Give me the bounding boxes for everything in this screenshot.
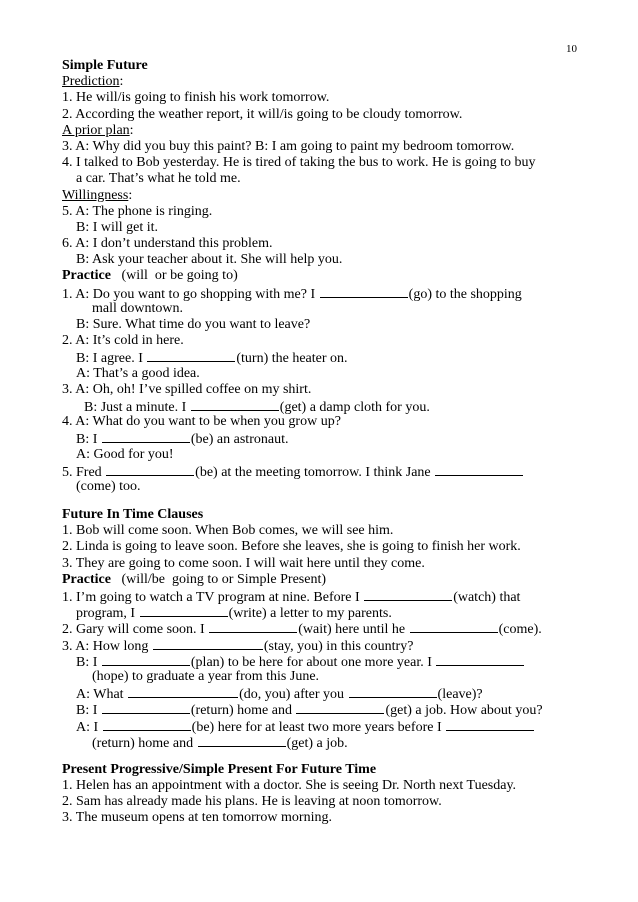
exercise-text: B: I <box>76 703 101 719</box>
example-line: 5. A: The phone is ringing. <box>62 203 213 219</box>
label-line-plan <box>62 123 622 139</box>
example-line-continued: a car. That’s what he told me. <box>76 171 241 187</box>
exercise-line <box>62 463 622 479</box>
exercise-line <box>62 430 622 446</box>
exercise-text: 3. A: How long <box>62 638 152 654</box>
exercise-line-continued <box>62 734 622 750</box>
exercise-text: B: I <box>76 654 101 670</box>
answer-blank[interactable] <box>296 701 384 714</box>
exercise-text: (leave)? <box>437 687 483 703</box>
exercise-line-continued: mall downtown. <box>92 300 183 316</box>
exercise-text: (get) a job. <box>286 735 348 751</box>
exercise-line <box>62 604 622 620</box>
exercise-line: A: That’s a good idea. <box>76 365 200 381</box>
practice-instruction: (will or be going to) <box>110 268 238 284</box>
colon: : <box>119 74 124 90</box>
exercise-text: (return) home and <box>190 703 296 719</box>
answer-blank[interactable] <box>209 620 297 633</box>
exercise-text: 1. I’m going to watch a TV program at nine. Before I <box>62 590 364 605</box>
exercise-line <box>62 349 622 365</box>
answer-blank[interactable] <box>147 349 235 362</box>
answer-blank[interactable] <box>106 463 194 476</box>
answer-blank[interactable] <box>410 620 498 633</box>
exercise-text: (be) here for at least two more years before I <box>191 719 446 735</box>
page-content <box>62 58 622 827</box>
exercise-line-continued: (come) too. <box>76 478 141 494</box>
exercise-text: A: What <box>76 687 128 703</box>
colon: : <box>129 122 134 138</box>
exercise-text: (write) a letter to my parents. <box>228 606 392 622</box>
exercise-text: 1. A: Do you want to go shopping with me? I <box>62 286 319 302</box>
answer-blank[interactable] <box>436 653 524 666</box>
colon: : <box>128 187 133 203</box>
answer-blank[interactable] <box>349 685 437 698</box>
answer-blank[interactable] <box>320 285 408 298</box>
exercise-text: B: Just a minute. I <box>84 399 190 415</box>
answer-blank[interactable] <box>128 685 238 698</box>
exercise-line-continued: (hope) to graduate a year from this June. <box>92 668 320 684</box>
spacer <box>62 750 622 762</box>
exercise-text: B: I agree. I <box>76 351 147 367</box>
exercise-line <box>62 701 622 717</box>
section-heading-time-clauses: Future In Time Clauses <box>62 507 204 523</box>
prediction-label: Prediction <box>62 74 120 90</box>
example-line: 3. They are going to come soon. I will wait here until they come. <box>62 555 425 571</box>
practice-label: Practice <box>62 268 111 284</box>
practice-label: Practice <box>62 571 111 587</box>
exercise-text: (plan) to be here for about one more year. I <box>190 654 436 670</box>
exercise-text: (wait) here until he <box>298 622 409 638</box>
answer-blank[interactable] <box>103 718 191 731</box>
page-number: 10 <box>566 43 577 55</box>
practice-heading-1 <box>62 268 622 284</box>
exercise-text: 5. Fred <box>62 464 106 480</box>
exercise-text: (stay, you) in this country? <box>263 638 414 654</box>
answer-blank[interactable] <box>364 588 452 601</box>
exercise-text: (turn) the heater on. <box>236 351 348 367</box>
exercise-line <box>62 637 622 653</box>
exercise-line <box>62 653 622 669</box>
answer-blank[interactable] <box>435 463 523 476</box>
exercise-line <box>62 398 622 414</box>
example-line: 2. Linda is going to leave soon. Before she leaves, she is going to finish her work. <box>62 539 521 555</box>
exercise-text: (come). <box>498 622 542 638</box>
prior-plan-label: A prior plan <box>62 122 130 138</box>
example-line: 3. A: Why did you buy this paint? B: I am going to paint my bedroom tomorrow. <box>62 138 515 154</box>
answer-blank[interactable] <box>102 653 190 666</box>
exercise-text: 2. Gary will come soon. I <box>62 622 209 638</box>
label-line-prediction <box>62 74 622 90</box>
exercise-text: program, I <box>76 606 139 622</box>
section-heading-simple-future: Simple Future <box>62 58 148 73</box>
answer-blank[interactable] <box>153 637 263 650</box>
exercise-text: (get) a damp cloth for you. <box>279 399 430 415</box>
spacer <box>62 495 622 507</box>
label-line-willingness <box>62 188 622 204</box>
answer-blank[interactable] <box>140 604 228 617</box>
exercise-line: 3. A: Oh, oh! I’ve spilled coffee on my shirt. <box>62 381 312 397</box>
answer-blank[interactable] <box>198 734 286 747</box>
answer-blank[interactable] <box>102 430 190 443</box>
exercise-line: 2. A: It’s cold in here. <box>62 333 184 349</box>
exercise-line <box>62 718 622 734</box>
exercise-text: (be) an astronaut. <box>190 432 289 448</box>
example-line: 6. A: I don’t understand this problem. <box>62 236 273 252</box>
exercise-text: (watch) that <box>453 590 521 605</box>
willingness-label: Willingness <box>62 187 129 203</box>
example-line: 2. Sam has already made his plans. He is leaving at noon tomorrow. <box>62 794 442 810</box>
answer-blank[interactable] <box>446 718 534 731</box>
answer-blank[interactable] <box>191 398 279 411</box>
example-line: 3. The museum opens at ten tomorrow morning. <box>62 810 332 826</box>
example-line-continued: B: Ask your teacher about it. She will help you. <box>76 252 343 268</box>
example-line: 1. Bob will come soon. When Bob comes, we will see him. <box>62 523 394 539</box>
exercise-line: 4. A: What do you want to be when you grow up? <box>62 414 341 430</box>
exercise-text: (get) a job. How about you? <box>385 703 543 719</box>
exercise-text: (be) at the meeting tomorrow. I think Jane <box>195 464 435 480</box>
example-line: 1. He will/is going to finish his work tomorrow. <box>62 90 330 106</box>
example-line: 4. I talked to Bob yesterday. He is tired of taking the bus to work. He is going to buy <box>62 155 536 171</box>
exercise-line: A: Good for you! <box>76 446 174 462</box>
section-heading-present-for-future: Present Progressive/Simple Present For Future Time <box>62 761 377 777</box>
exercise-line <box>62 588 622 604</box>
example-line-continued: B: I will get it. <box>76 219 159 235</box>
exercise-text: (go) to the shopping <box>408 286 522 302</box>
practice-heading-2 <box>62 572 622 588</box>
exercise-text: A: I <box>76 719 102 735</box>
exercise-line <box>62 285 622 301</box>
exercise-text: B: I <box>76 432 101 448</box>
exercise-line: B: Sure. What time do you want to leave? <box>76 317 311 332</box>
exercise-text: (do, you) after you <box>239 687 348 703</box>
answer-blank[interactable] <box>102 701 190 714</box>
practice-instruction: (will/be going to or Simple Present) <box>110 571 326 587</box>
example-line: 2. According the weather report, it will/is going to be cloudy tomorrow. <box>62 106 463 122</box>
example-line: 1. Helen has an appointment with a doctor. She is seeing Dr. North next Tuesday. <box>62 778 517 794</box>
exercise-line <box>62 620 622 636</box>
exercise-text: (return) home and <box>92 735 197 751</box>
exercise-line <box>62 685 622 701</box>
